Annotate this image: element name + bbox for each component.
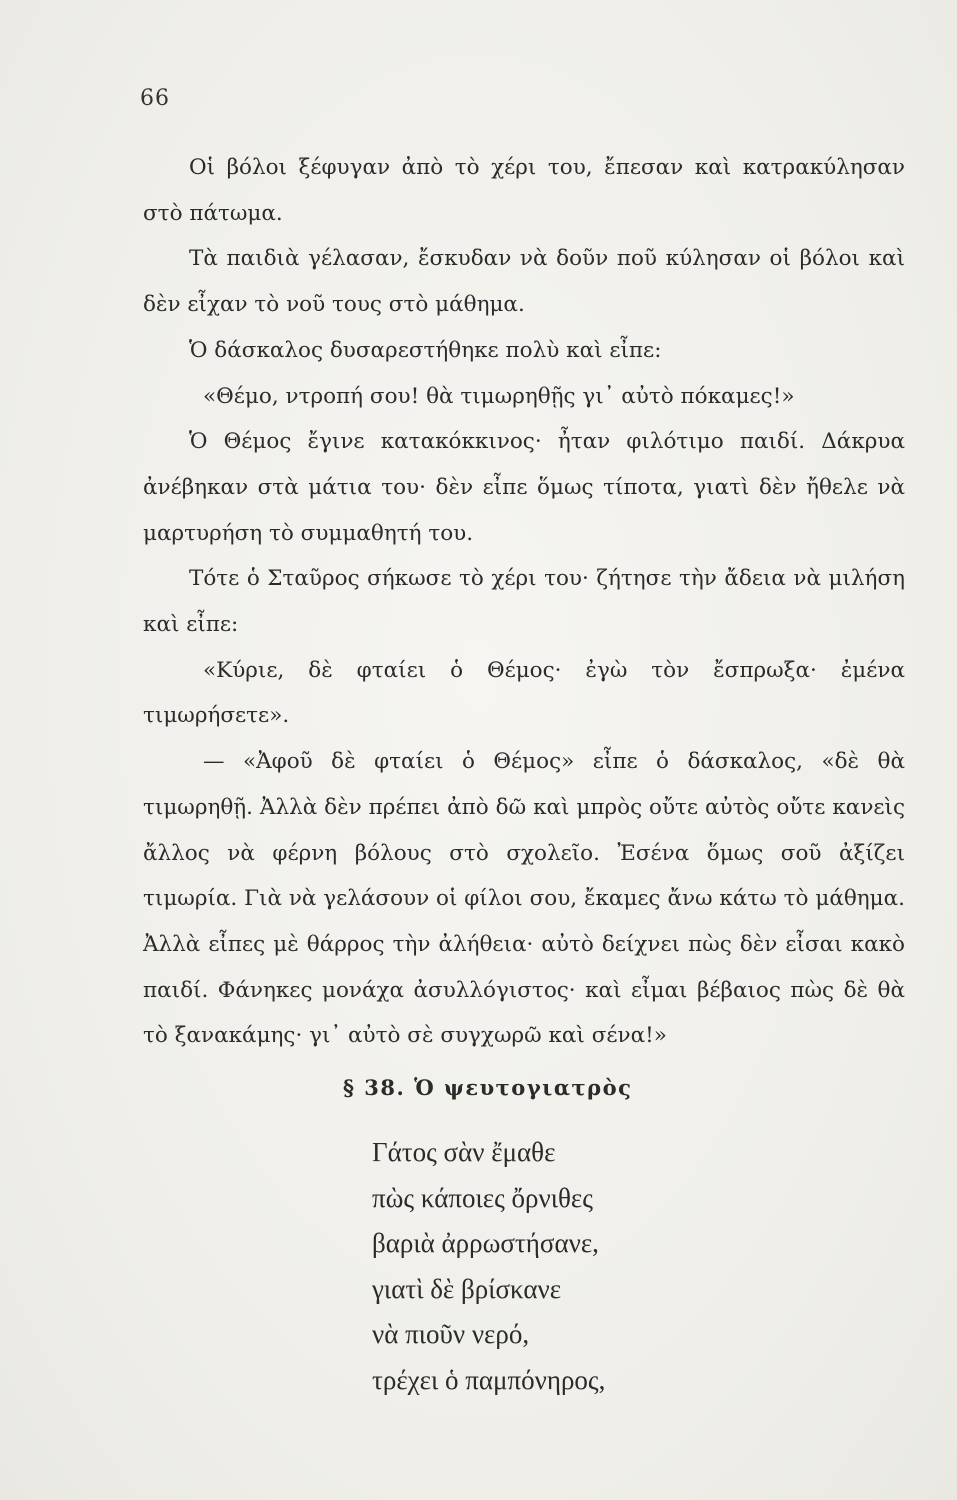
poem-line: νὰ πιοῦν νερό, [372, 1319, 530, 1349]
poem-line: πὼς κάποιες ὄρνιθες [372, 1182, 593, 1213]
poem-line: Γάτος σὰν ἔμαθε [372, 1137, 556, 1167]
poem [372, 1130, 605, 1403]
paragraph: «Θέμο, ντροπή σου! θὰ τιμωρηθῇς γι᾽ αὐτὸ πόκαμες!» [203, 383, 795, 409]
paragraph: Ὁ Θέμος ἔγινε κατακόκκινος· ἦταν φιλότιμο παιδί. Δάκρυα ἀνέβηκαν στὰ μάτια του· δὲν εἶπε ὅμως τίποτα, γιατὶ δὲν ἤθελε νὰ μαρτυρήση τὸ συμμαθητή του. [143, 429, 905, 546]
paragraph: Ὁ δάσκαλος δυσαρεστήθηκε πολὺ καὶ εἶπε: [189, 337, 662, 363]
paragraph: Οἱ βόλοι ξέφυγαν ἀπὸ τὸ χέρι του, ἔπεσαν καὶ κατρακύλησαν στὸ πάτωμα. [143, 155, 905, 226]
page-number: 66 [140, 86, 170, 111]
section-heading: § 38. Ὁ ψευτογιατρὸς [343, 1075, 633, 1100]
paragraph: Τότε ὁ Σταῦρος σήκωσε τὸ χέρι του· ζήτησε τὴν ἄδεια νὰ μιλήση καὶ εἶπε: [143, 566, 905, 638]
paragraph: Τὰ παιδιὰ γέλασαν, ἔσκυδαν νὰ δοῦν ποῦ κύλησαν οἱ βόλοι καὶ δὲν εἶχαν τὸ νοῦ τους στὸ μάθημα. [143, 246, 905, 318]
poem-line: γιατὶ δὲ βρίσκανε [372, 1273, 562, 1304]
poem-line: τρέχει ὁ παμπόνηρος, [372, 1364, 606, 1395]
paragraph: «Κύριε, δὲ φταίει ὁ Θέμος· ἐγὼ τὸν ἔσπρωξα· ἐμένα τιμωρήσετε». [143, 657, 905, 729]
paragraph: — «Ἀφοῦ δὲ φταίει ὁ Θέμος» εἶπε ὁ δάσκαλος, «δὲ θὰ τιμωρηθῇ. Ἀλλὰ δὲν πρέπει ἀπὸ δῶ καὶ μπρὸς οὔτε αὐτὸς οὔτε κανεὶς ἄλλος νὰ φέρνη βόλους στὸ σχολεῖο. Ἐσένα ὅμως σοῦ ἀξίζει τιμωρία. Γιὰ νὰ γελάσουν οἱ φίλοι σου, ἔκαμες ἄνω κάτω τὸ μάθημα. Ἀλλὰ εἶπες μὲ θάρρος τὴν ἀλήθεια· αὐτὸ δείχνει πὼς δὲν εἶσαι κακὸ παιδί. Φάνηκες μονάχα ἀσυλλόγιστος· καὶ εἶμαι βέβαιος πὼς δὲ θὰ τὸ ξανακάμης· γι᾽ αὐτὸ σὲ συγχωρῶ καὶ σένα!» [143, 749, 905, 1049]
poem-line: βαριὰ ἀρρωστήσανε, [372, 1228, 599, 1258]
prose-body [143, 145, 905, 1059]
